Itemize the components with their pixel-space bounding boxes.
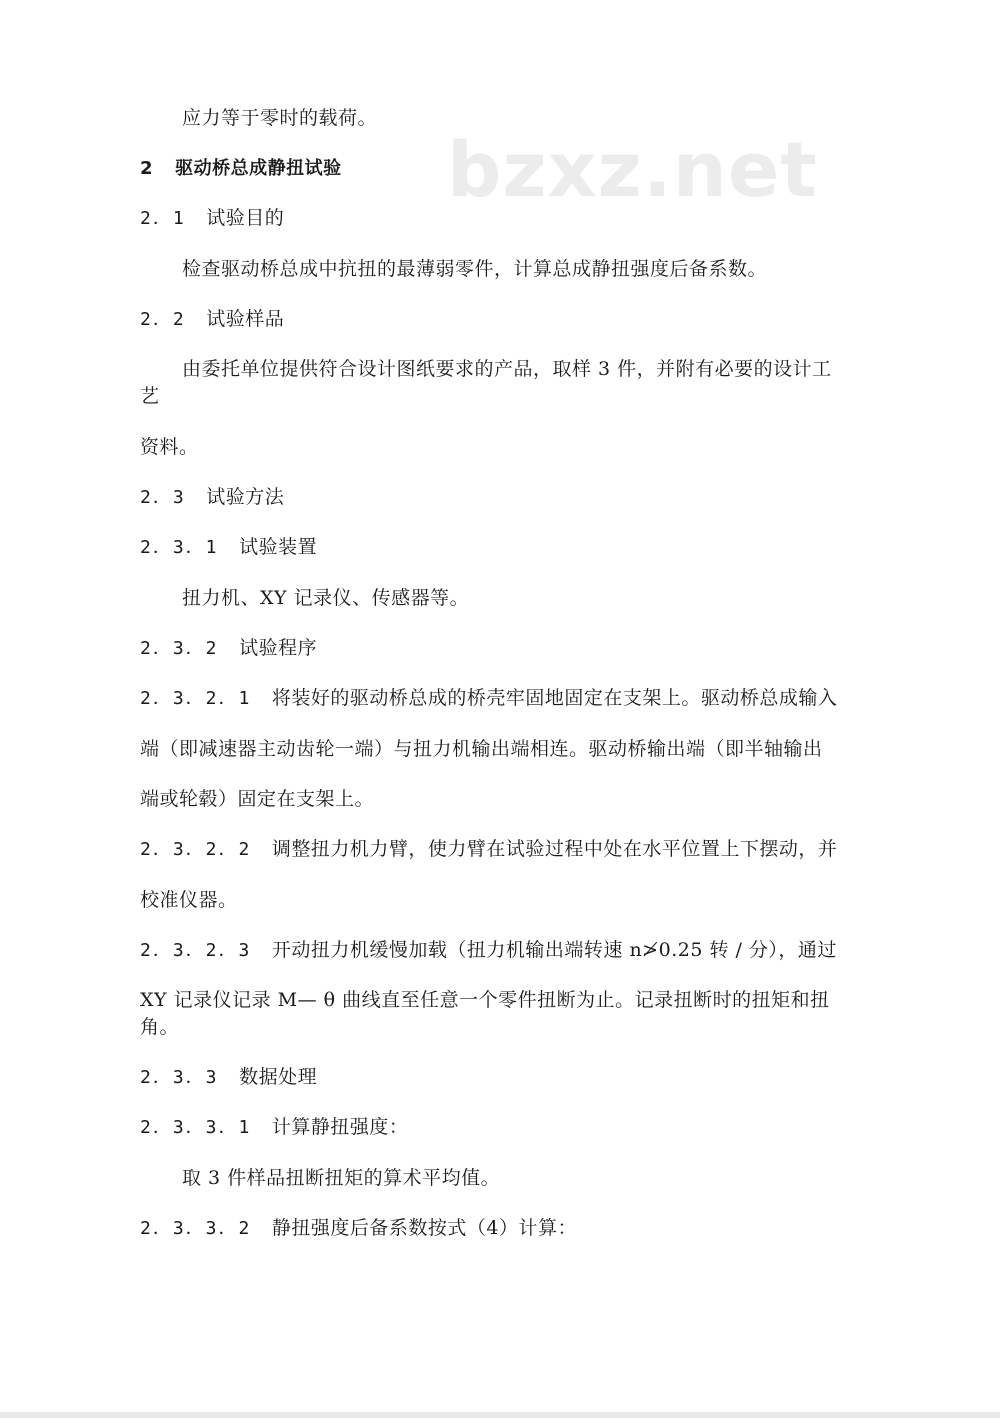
subsection-number: 2．3．1 (140, 537, 219, 558)
section-heading (140, 156, 342, 181)
subsection-title: 数据处理 (239, 1066, 318, 1088)
body-text-line (182, 586, 469, 610)
clause-number: 2．3．3．1 (140, 1117, 252, 1138)
body-text-line (140, 737, 823, 761)
line-text: 由委托单位提供符合设计图纸要求的产品，取样 3 件，并附有必要的设计工 (182, 358, 832, 380)
section-title: 驱动桥总成静扭试验 (175, 158, 342, 179)
clause-text: 开动扭力机缓慢加载（扭力机输出端转速 n≯0.25 转 / 分），通过 (271, 939, 837, 961)
body-text-line (140, 384, 160, 408)
body-text-line (140, 888, 238, 912)
line-text: 角。 (140, 1016, 180, 1038)
line-text: 校准仪器。 (140, 889, 238, 911)
subsection-title: 试验样品 (206, 308, 285, 330)
subsection-heading (140, 535, 317, 560)
clause-line (140, 1115, 408, 1140)
line-text: 端（即减速器主动齿轮一端）与扭力机输出端相连。驱动桥输出端（即半轴输出 (140, 738, 823, 760)
subsection-title: 试验装置 (239, 536, 318, 558)
subsection-number: 2．3．3 (140, 1067, 219, 1088)
line-text: 检查驱动桥总成中抗扭的最薄弱零件，计算总成静扭强度后备系数。 (182, 258, 768, 280)
clause-text: 计算静扭强度： (271, 1116, 409, 1138)
clause-line (140, 837, 837, 862)
line-text: 取 3 件样品扭断扭矩的算术平均值。 (182, 1167, 501, 1189)
line-text: 艺 (140, 385, 160, 407)
subsection-heading (140, 1065, 317, 1090)
clause-text: 调整扭力机力臂，使力臂在试验过程中处在水平位置上下摆动，并 (271, 838, 838, 860)
watermark: bzxz.net (447, 125, 818, 214)
clause-line (140, 1216, 577, 1241)
body-text-line (182, 357, 832, 381)
subsection-heading (140, 307, 284, 332)
clause-number: 2．3．2．3 (140, 940, 252, 961)
line-text: XY 记录仪记录 M— θ 曲线直至任意一个零件扭断为止。记录扭断时的扭矩和扭 (140, 989, 830, 1011)
subsection-heading (140, 636, 317, 661)
subsection-number: 2．3 (140, 487, 186, 508)
subsection-number: 2．1 (140, 208, 186, 229)
subsection-title: 试验方法 (206, 486, 285, 508)
subsection-number: 2．3．2 (140, 638, 219, 659)
line-text: 扭力机、XY 记录仪、传感器等。 (182, 587, 470, 609)
line-text: 资料。 (140, 436, 199, 458)
subsection-number: 2．2 (140, 309, 186, 330)
body-text-line (140, 787, 374, 811)
body-text-line (140, 1015, 179, 1039)
clause-line (140, 938, 837, 963)
section-number: 2 (140, 158, 155, 179)
subsection-title: 试验目的 (206, 207, 285, 229)
clause-number: 2．3．2．1 (140, 688, 252, 709)
body-text-line (140, 435, 199, 459)
body-text-line (140, 988, 830, 1012)
body-text-line (182, 257, 767, 281)
subsection-heading (140, 206, 284, 231)
clause-line (140, 686, 837, 711)
clause-number: 2．3．2．2 (140, 839, 252, 860)
subsection-heading (140, 485, 284, 510)
subsection-title: 试验程序 (239, 637, 318, 659)
clause-number: 2．3．3．2 (140, 1218, 252, 1239)
clause-text: 静扭强度后备系数按式（4）计算： (271, 1217, 577, 1239)
line-text: 端或轮毂）固定在支架上。 (140, 788, 375, 810)
page-bottom-edge (0, 1412, 1000, 1418)
body-text-line (182, 106, 377, 130)
body-text-line (182, 1166, 500, 1190)
line-text: 应力等于零时的载荷。 (182, 107, 378, 129)
clause-text: 将装好的驱动桥总成的桥壳牢固地固定在支架上。驱动桥总成输入 (271, 687, 838, 709)
